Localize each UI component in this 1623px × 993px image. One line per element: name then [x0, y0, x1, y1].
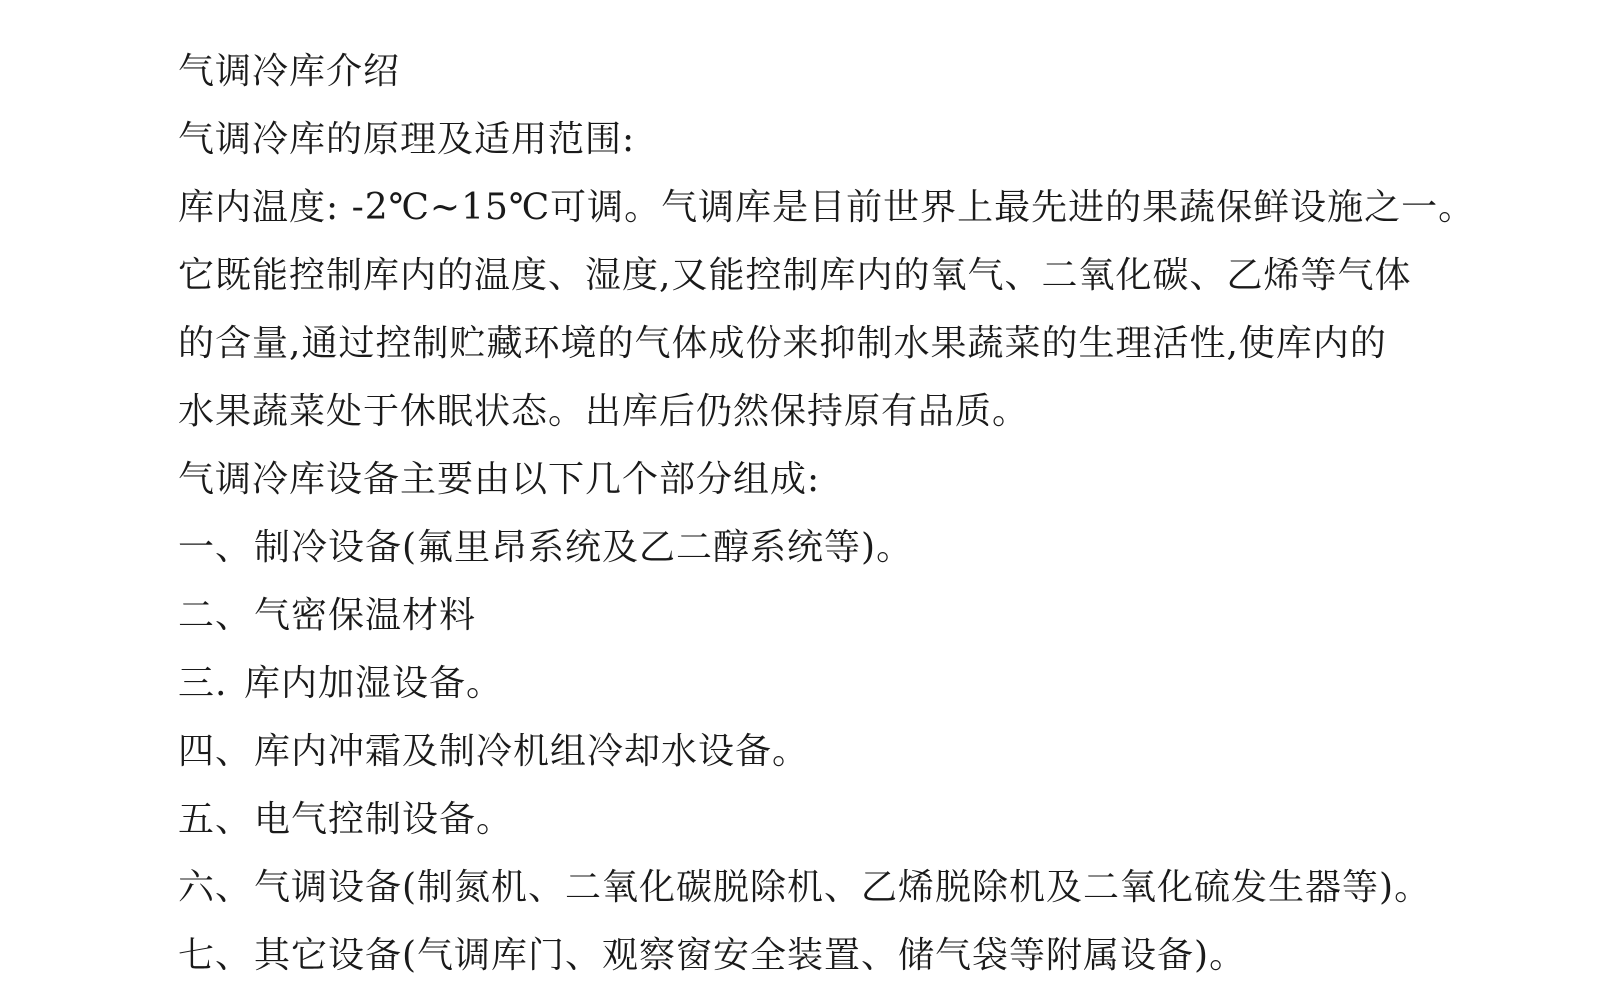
list-item-text: 气调设备(制氮机、二氧化碳脱除机、乙烯脱除机及二氧化硫发生器等)。 — [254, 867, 1432, 908]
list-item — [178, 582, 1518, 650]
section-heading: 气调冷库的原理及适用范围: — [178, 119, 636, 160]
list-item-text: 其它设备(气调库门、观察窗安全装置、储气袋等附属设备)。 — [254, 935, 1247, 976]
list-item-text: 气密保温材料 — [254, 595, 477, 636]
list-item — [178, 854, 1518, 922]
list-marker: 六、 — [178, 867, 253, 908]
list-marker: 四、 — [178, 731, 253, 772]
list-item-text: 库内加湿设备。 — [244, 663, 504, 704]
list-item-text: 制冷设备(氟里昂系统及乙二醇系统等)。 — [254, 527, 914, 568]
list-marker: 七、 — [178, 935, 253, 976]
paragraph-line: 它既能控制库内的温度、湿度,又能控制库内的氧气、二氧化碳、乙烯等气体 — [178, 255, 1412, 296]
list-item — [178, 650, 1518, 718]
document — [178, 38, 1518, 990]
description-paragraph — [178, 174, 1518, 446]
list-item — [178, 718, 1518, 786]
paragraph-line: 的含量,通过控制贮藏环境的气体成份来抑制水果蔬菜的生理活性,使库内的 — [178, 323, 1387, 364]
list-marker: 五、 — [178, 799, 253, 840]
list-item-text: 库内冲霜及制冷机组冷却水设备。 — [254, 731, 810, 772]
list-item — [178, 514, 1518, 582]
list-heading: 气调冷库设备主要由以下几个部分组成: — [178, 459, 821, 500]
equipment-list — [178, 514, 1518, 990]
list-marker: 一、 — [178, 527, 253, 568]
list-marker: 三. — [178, 663, 228, 704]
document-title: 气调冷库介绍 — [178, 51, 401, 92]
list-item — [178, 786, 1518, 854]
list-marker: 二、 — [178, 595, 253, 636]
list-item — [178, 922, 1518, 990]
paragraph-line: 水果蔬菜处于休眠状态。出库后仍然保持原有品质。 — [178, 391, 1030, 432]
list-item-text: 电气控制设备。 — [254, 799, 514, 840]
paragraph-line: 库内温度: -2℃~15℃可调。气调库是目前世界上最先进的果蔬保鲜设施之一。 — [178, 187, 1476, 228]
